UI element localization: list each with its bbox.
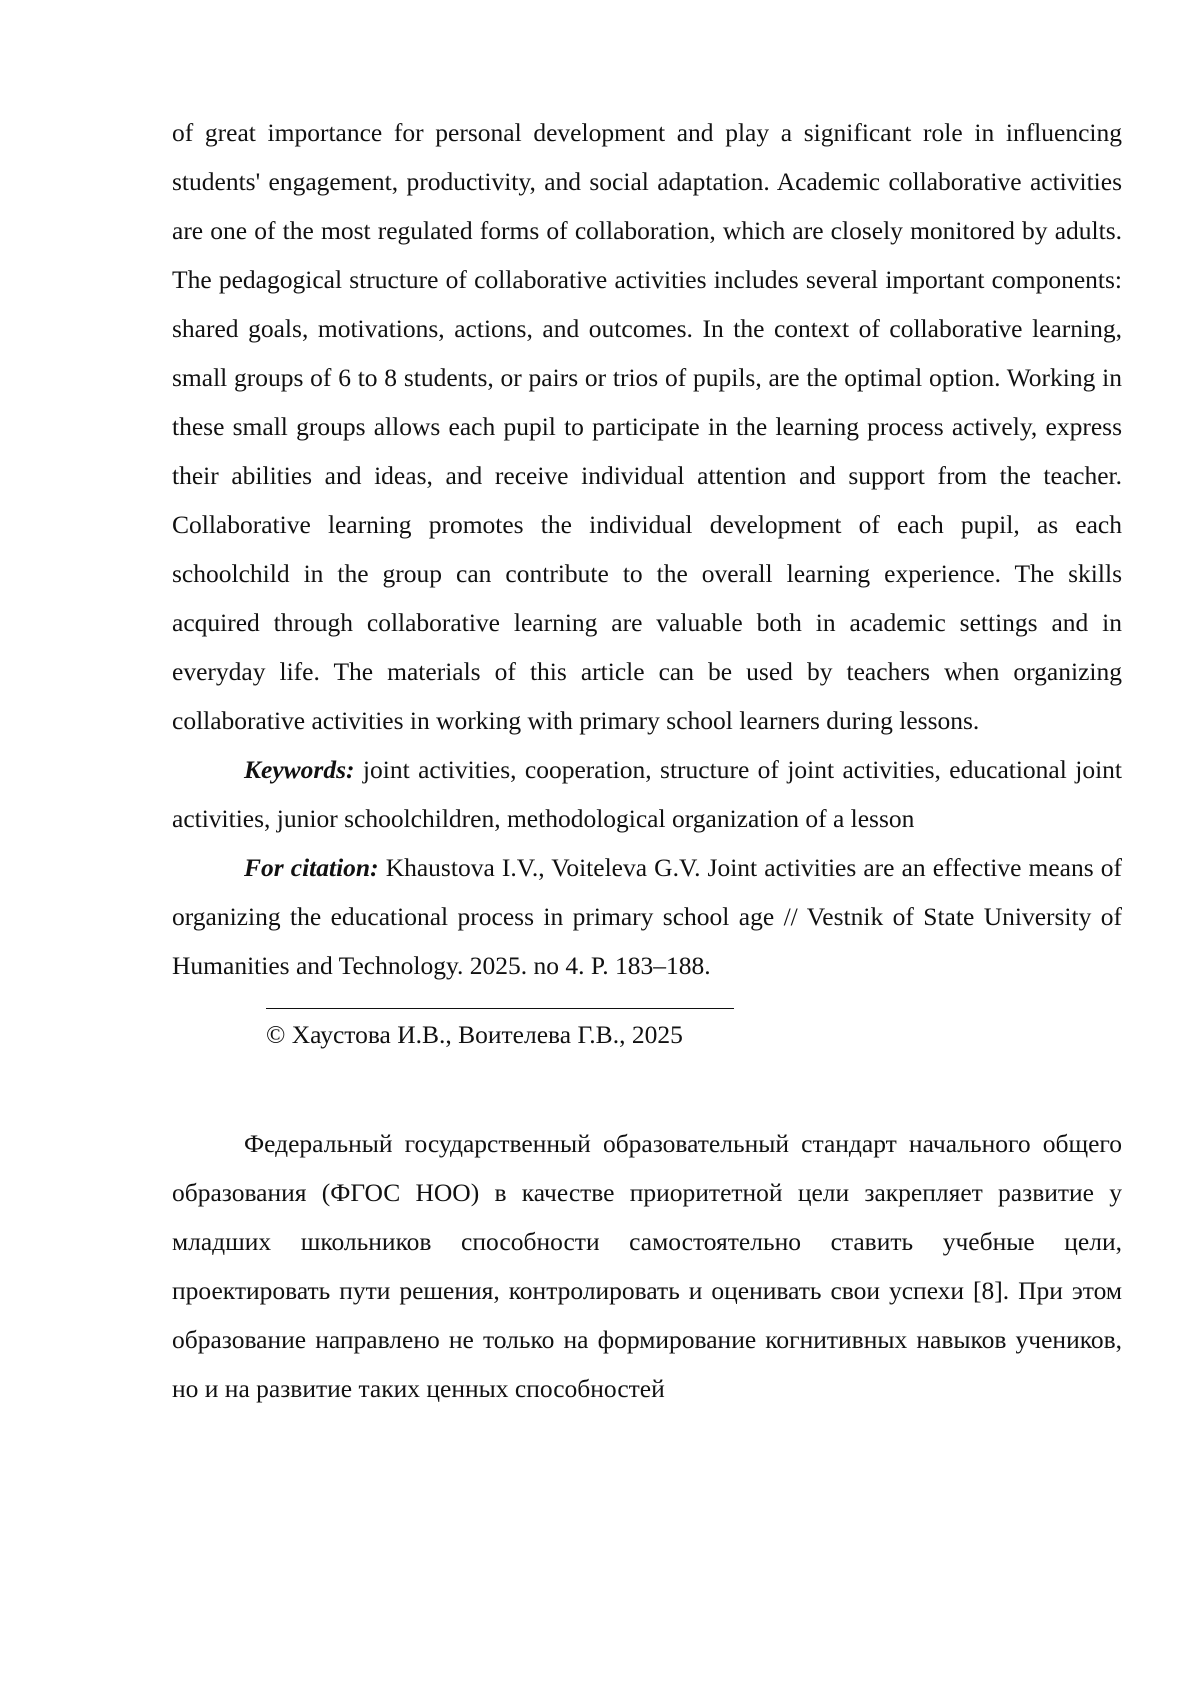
citation-label: For citation: <box>244 853 379 882</box>
citation-paragraph <box>172 843 1122 990</box>
copyright-note: © Хаустова И.В., Воителева Г.В., 2025 <box>266 1020 683 1049</box>
keywords-text: joint activities, cooperation, structure of joint activities, educational joint activities, junior schoolchildren, methodological organization of a lesson <box>172 755 1122 833</box>
keywords-paragraph <box>172 745 1122 843</box>
abstract-continuation: of great importance for personal development and play a significant role in influencing students' engagement, productivity, and social adaptation. Academic collaborative activities are one of the most regulated forms of collaboration, which are closely monitored by adults. The pedagogical structure of collaborative activities includes several important components: shared goals, motivations, actions, and outcomes. In the context of collaborative learning, small groups of 6 to 8 students, or pairs or trios of pupils, are the optimal option. Working in these small groups allows each pupil to participate in the learning process actively, express their abilities and ideas, and receive individual attention and support from the teacher. Collaborative learning promotes the individual development of each pupil, as each schoolchild in the group can contribute to the overall learning experience. The skills acquired through collaborative learning are valuable both in academic settings and in everyday life. The materials of this article can be used by teachers when organizing collaborative activities in working with primary school learners during lessons. <box>172 118 1122 735</box>
citation-text: Khaustova I.V., Voiteleva G.V. Joint activities are an effective means of organizing the educational process in primary school age // Vestnik of State University of Humanities and Technology. 2025. no 4. P. 183–188. <box>172 853 1123 980</box>
footnote-divider <box>266 1008 734 1009</box>
body-paragraph: Федеральный государственный образовательный стандарт начального общего образования (ФГОС НОО) в качестве приоритетной цели закрепляет развитие у младших школьников способности самостоятельно ставить учебные цели, проектировать пути решения, контролировать и оценивать свои успехи [8]. При этом образование направлено не только на формирование когнитивных навыков учеников, но и на развитие таких ценных способностей <box>172 1129 1122 1403</box>
keywords-label: Keywords: <box>244 755 355 784</box>
document-page <box>172 108 1122 1413</box>
